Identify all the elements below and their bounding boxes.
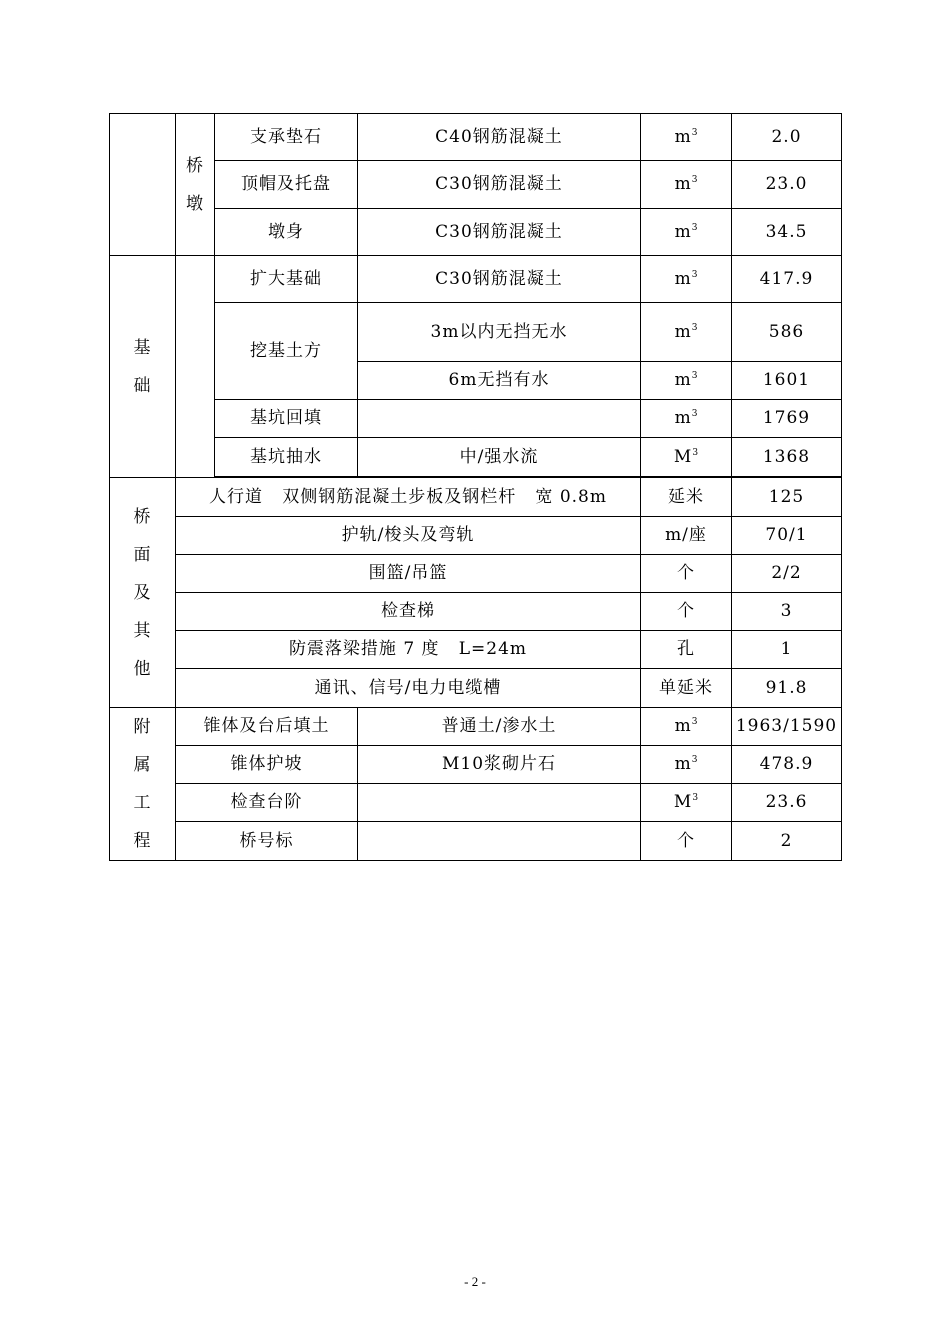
table-row bbox=[110, 303, 842, 362]
item-desc: 3m以内无挡无水 bbox=[358, 303, 641, 362]
item-qty: 34.5 bbox=[732, 209, 842, 256]
table-row bbox=[110, 256, 842, 303]
item-unit: 个 bbox=[641, 822, 732, 861]
table-row bbox=[110, 114, 842, 161]
item-unit: $m^3$ bbox=[641, 114, 732, 161]
item-qty: 23.0 bbox=[732, 161, 842, 209]
item-unit: $M^3$ bbox=[641, 438, 732, 477]
table-row bbox=[110, 708, 842, 746]
item-qty: 2/2 bbox=[732, 555, 842, 593]
item-unit: 个 bbox=[641, 555, 732, 593]
item-desc: C40钢筋混凝土 bbox=[358, 114, 641, 161]
bill-of-quantities-table bbox=[109, 113, 842, 861]
item-unit: $m^3$ bbox=[641, 256, 732, 303]
item-qty: 586 bbox=[732, 303, 842, 362]
item-qty: 417.9 bbox=[732, 256, 842, 303]
item-name: 支承垫石 bbox=[215, 114, 358, 161]
item-name: 墩身 bbox=[215, 209, 358, 256]
item-name: 顶帽及托盘 bbox=[215, 161, 358, 209]
item-unit: $m^3$ bbox=[641, 708, 732, 746]
foundation-sub-cell bbox=[176, 256, 215, 478]
item-unit: $m^3$ bbox=[641, 362, 732, 400]
item-unit: 个 bbox=[641, 593, 732, 631]
item-name: 挖基土方 bbox=[215, 303, 358, 400]
item-desc: C30钢筋混凝土 bbox=[358, 161, 641, 209]
item-qty: 2 bbox=[732, 822, 842, 861]
item-qty: 91.8 bbox=[732, 669, 842, 708]
item-name: 围篮/吊篮 bbox=[176, 555, 641, 593]
page-number: - 2 - bbox=[464, 1274, 486, 1289]
item-unit: 延米 bbox=[641, 478, 732, 517]
item-desc: 6m无挡有水 bbox=[358, 362, 641, 400]
item-qty: 1601 bbox=[732, 362, 842, 400]
item-qty: 1963/1590 bbox=[732, 708, 842, 746]
item-name: 人行道 双侧钢筋混凝土步板及钢栏杆 宽 0.8m bbox=[176, 478, 641, 517]
table-row bbox=[110, 161, 842, 209]
item-unit: m/座 bbox=[641, 517, 732, 555]
item-unit: $m^3$ bbox=[641, 161, 732, 209]
item-unit: $m^3$ bbox=[641, 209, 732, 256]
item-name: 基坑回填 bbox=[215, 400, 358, 438]
pier-group-cell bbox=[110, 114, 176, 256]
item-qty: 1 bbox=[732, 631, 842, 669]
item-name: 检查梯 bbox=[176, 593, 641, 631]
item-desc: 普通土/渗水土 bbox=[358, 708, 641, 746]
table-row bbox=[110, 438, 842, 477]
table-row bbox=[110, 478, 842, 517]
item-qty: 2.0 bbox=[732, 114, 842, 161]
item-unit: 孔 bbox=[641, 631, 732, 669]
item-desc: C30钢筋混凝土 bbox=[358, 209, 641, 256]
pier-sub-label: 桥 墩 bbox=[176, 114, 215, 256]
item-desc bbox=[358, 784, 641, 822]
item-unit: $M^3$ bbox=[641, 784, 732, 822]
item-qty: 125 bbox=[732, 478, 842, 517]
table-row bbox=[110, 746, 842, 784]
item-qty: 1769 bbox=[732, 400, 842, 438]
item-name: 防震落梁措施 7 度 L=24m bbox=[176, 631, 641, 669]
deck-group-label: 桥 面 及 其 他 bbox=[110, 478, 176, 708]
item-desc: C30钢筋混凝土 bbox=[358, 256, 641, 303]
item-name: 锥体护坡 bbox=[176, 746, 358, 784]
item-unit: 单延米 bbox=[641, 669, 732, 708]
table-row bbox=[110, 593, 842, 631]
item-desc: 中/强水流 bbox=[358, 438, 641, 477]
item-name: 检查台阶 bbox=[176, 784, 358, 822]
auxiliary-group-label: 附 属 工 程 bbox=[110, 708, 176, 861]
item-name: 桥号标 bbox=[176, 822, 358, 861]
item-unit: $m^3$ bbox=[641, 400, 732, 438]
item-qty: 478.9 bbox=[732, 746, 842, 784]
item-qty: 70/1 bbox=[732, 517, 842, 555]
table-row bbox=[110, 209, 842, 256]
item-unit: $m^3$ bbox=[641, 746, 732, 784]
table-row bbox=[110, 517, 842, 555]
table-row bbox=[110, 822, 842, 861]
table-row bbox=[110, 669, 842, 708]
foundation-group-label: 基 础 bbox=[110, 256, 176, 478]
item-name: 基坑抽水 bbox=[215, 438, 358, 477]
table-row bbox=[110, 555, 842, 593]
item-qty: 3 bbox=[732, 593, 842, 631]
item-name: 护轨/梭头及弯轨 bbox=[176, 517, 641, 555]
item-name: 锥体及台后填土 bbox=[176, 708, 358, 746]
item-desc bbox=[358, 822, 641, 861]
item-unit: $m^3$ bbox=[641, 303, 732, 362]
table-row bbox=[110, 400, 842, 438]
item-qty: 23.6 bbox=[732, 784, 842, 822]
table-row bbox=[110, 784, 842, 822]
item-name: 通讯、信号/电力电缆槽 bbox=[176, 669, 641, 708]
item-name: 扩大基础 bbox=[215, 256, 358, 303]
item-desc bbox=[358, 400, 641, 438]
item-desc: M10浆砌片石 bbox=[358, 746, 641, 784]
item-qty: 1368 bbox=[732, 438, 842, 477]
table-row bbox=[110, 631, 842, 669]
